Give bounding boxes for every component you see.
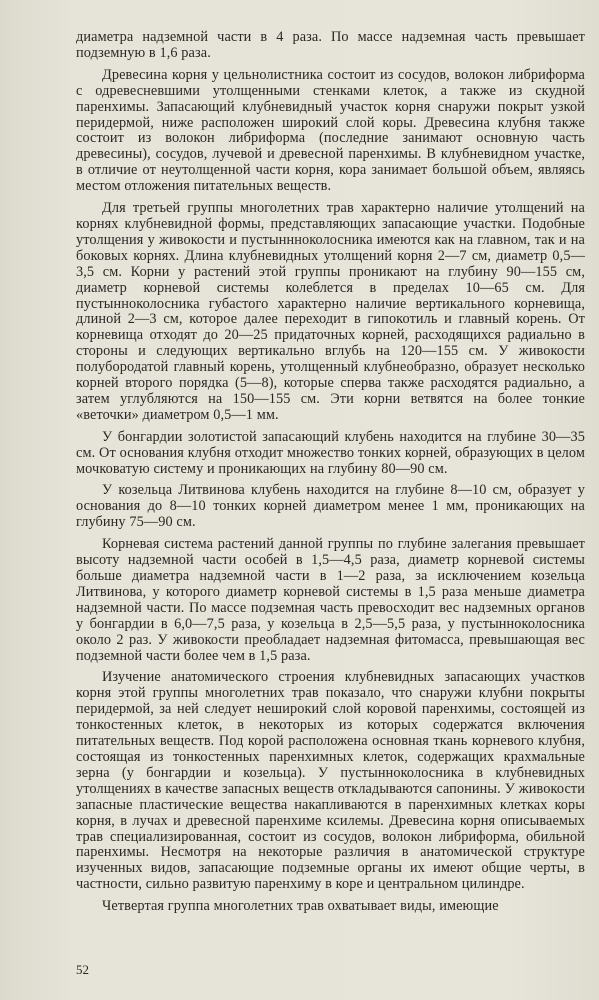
paragraph-4: У бонгардии золотистой запасающий клубень находится на глубине 30—35 см. От основания клубня отходит множество тонких корней, образующих в целом мочковатую систему и проникающих на глубину 80—90 см. [76, 428, 585, 477]
paragraph-8: Четвертая группа многолетних трав охватывает виды, имеющие [102, 898, 499, 915]
paragraph-1: диаметра надземной части в 4 раза. По массе надземная часть превышает подземную в 1,6 раза. [76, 29, 585, 61]
paragraph-2: Древесина корня у цельнолистника состоит из сосудов, волокон либриформа с одревесневшими утолщенными стенками клеток, а также из скудной паренхимы. Запасающий клубневидный участок корня снаружи покрыт узкой перидермой, ниже расположен широкий слой коры. Древесина клубня также состоит из волокон либриформа (последние занимают основную часть древесины), сосудов, лучевой и древесной паренхимы. В клубневидном участке, в отличие от неутолщенной части корня, кора занимает большой объем, являясь местом отложения питательных веществ. [76, 66, 585, 195]
paragraph-5: У козельца Литвинова клубень находится на глубине 8—10 см, образует у основания до 8—10 тонких корней диаметром менее 1 мм, проникающих на глубину 75—90 см. [76, 482, 585, 531]
paragraph-3: Для третьей группы многолетних трав характерно наличие утолщений на корнях клубневидной формы, представляющих запасающие участки. Подобные утолщения у живокости и пустыннноколосника имеются как на главном, так и на боковых корнях. Длина клубневидных утолщений корня 2—7 см, диаметр 0,5—3,5 см. Корни у растений этой группы проникают на глубину 90—155 см, диаметр корневой системы колеблется в пределах 10—65 см. Для пустынноколосника губастого характерно наличие вертикального корневища, длиной 2—3 см, которое далее переходит в гипокотиль и главный корень. От корневища отходят до 20—25 придаточных корней, расходящихся радиально в стороны и следующих вертикально вглубь на 120—155 см. У живокости полубородатой главный корень, утолщенный клубнеобразно, образует несколько корней второго порядка (5—8), которые сперва также расходятся радиально, а затем углубляются на 150—155 см. Эти корни ветвятся на более тонкие «веточки» диаметром 0,5—1 мм. [76, 200, 585, 423]
page-number: 52 [76, 962, 89, 977]
body-text [76, 30, 585, 915]
paragraph-7: Изучение анатомического строения клубневидных запасающих участков корня этой группы многолетних трав показало, что снаружи клубни покрыты перидермой, за ней следует неширокий слой коровой паренхимы, состоящей из тонкостенных клеток, в некоторых из которых содержатся включения питательных веществ. Под корой расположена основная ткань корневого клубня, состоящая из тонкостенных паренхимных клеток, содержащих крахмальные зерна (у бонгардии и козельца). У пустынноколосника в клубневидных утолщениях в качестве запасных веществ откладываются сапонины. У живокости запасные пластические вещества накапливаются в паренхимных клетках коры корня, в лучах и древесной паренхиме ксилемы. Древесина корня описываемых трав специализированная, состоит из сосудов, волокон либриформа, обильной паренхимы. Несмотря на некоторые различия в анатомической структуре изученных видов, запасающие подземные органы их имеют общие черты, в частности, сильно развитую паренхиму в коре и центральном цилиндре. [76, 669, 585, 893]
paragraph-6: Корневая система растений данной группы по глубине залегания превышает высоту надземной части особей в 1,5—4,5 раза, диаметр корневой системы больше диаметра надземной части в 1—2 раза, за исключением козельца Литвинова, у которого диаметр корневой системы в 1,5 раза меньше диаметра надземной части. По массе подземная часть превосходит вес надземных органов у бонгардии в 6,0—7,5 раза, у козельца в 2,5—5,5 раза, у пустынноколосника около 2 раз. У живокости преобладает надземная фитомасса, превышающая вес подземной части более чем в 1,5 раза. [76, 536, 585, 664]
